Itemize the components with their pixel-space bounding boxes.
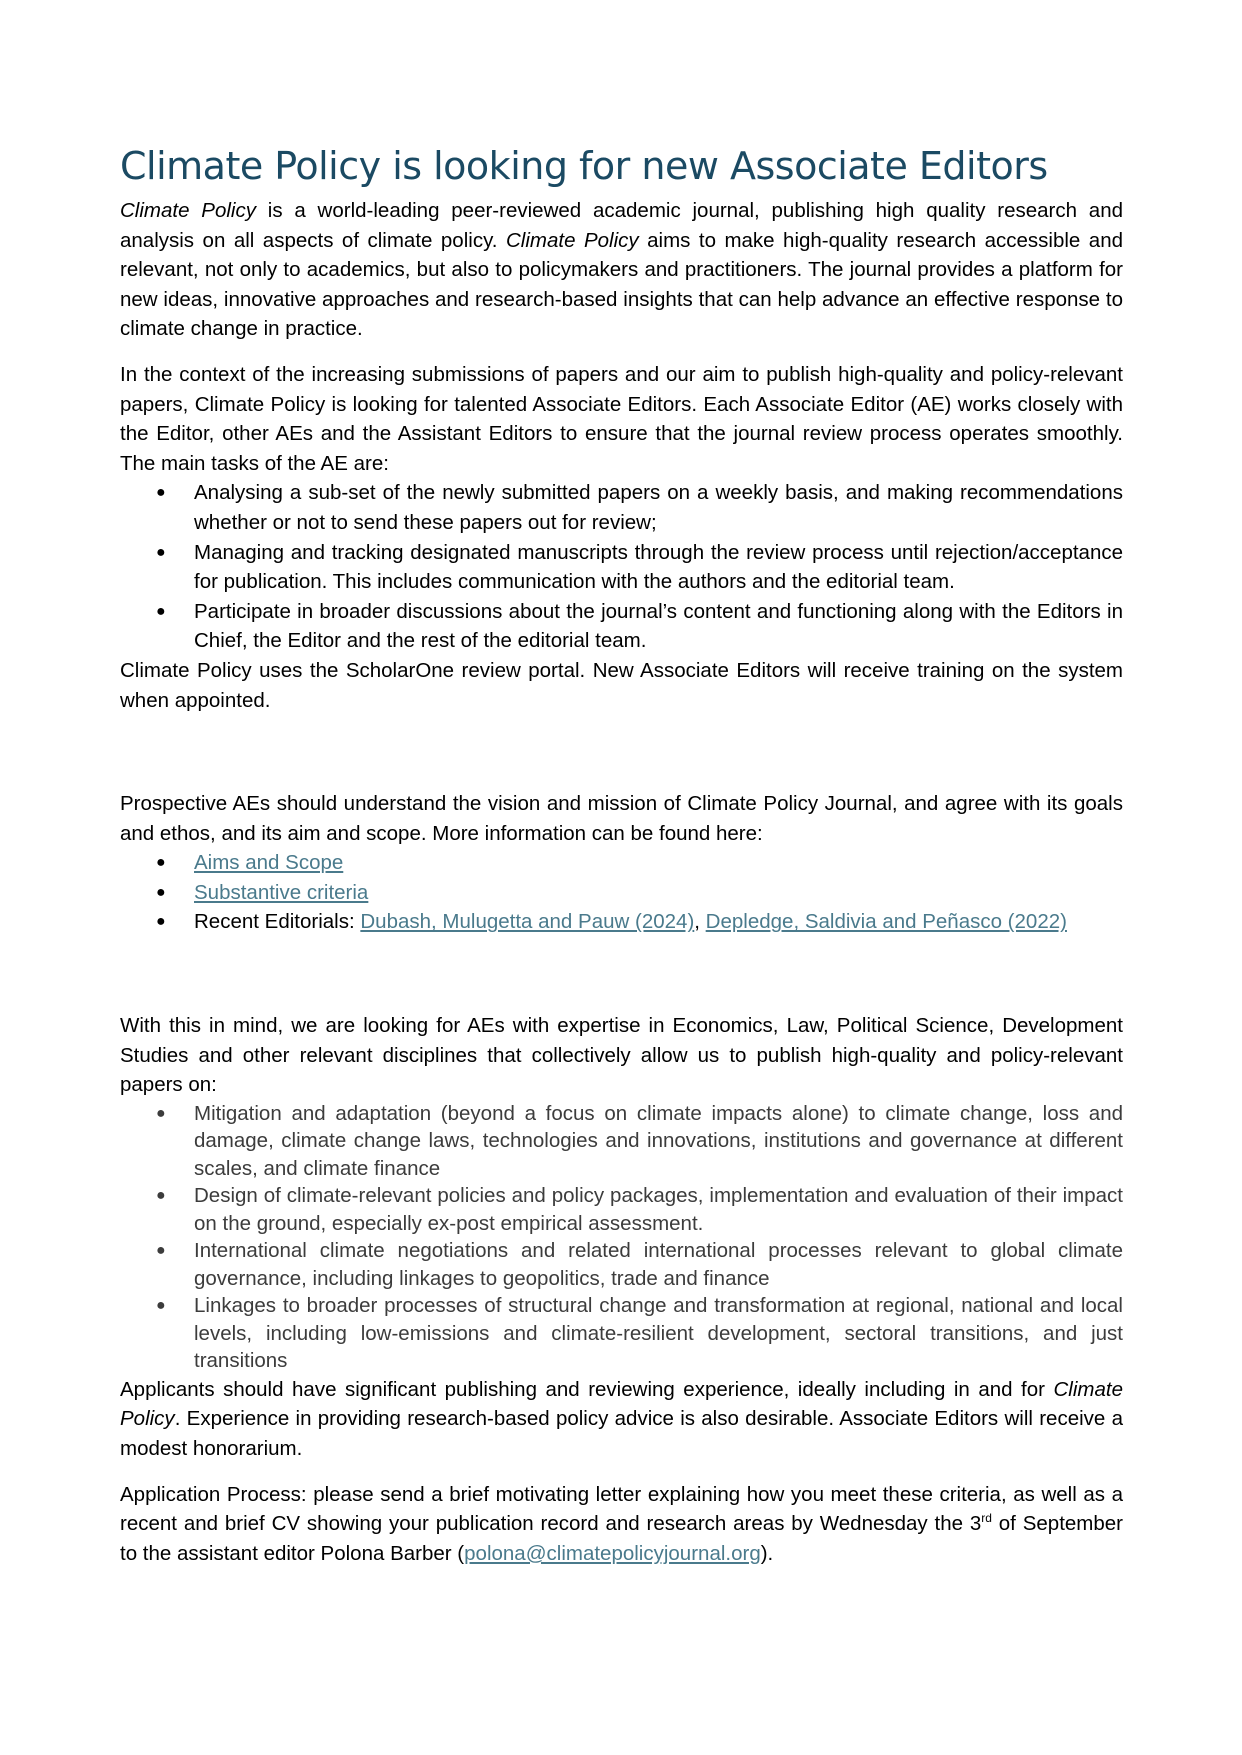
bullet-icon: ● [156,854,166,872]
bullet-icon: ● [156,913,166,931]
bullet-icon: ● [156,543,166,561]
bullet-icon: ● [156,1104,166,1122]
application-text-3: ). [760,1541,774,1565]
applicants-paragraph [120,1375,1123,1464]
editorial-2024-link[interactable]: Dubash, Mulugetta and Pauw (2024) [360,910,695,934]
topic-text: International climate negotiations and related international processes relevant to global climate governance, including linkages to geopolitics, trade and finance [194,1239,1123,1290]
journal-name: Climate Policy [120,1377,1123,1431]
email-link[interactable]: polona@climatepolicyjournal.org [464,1541,761,1565]
list-item [156,1182,1123,1237]
context-paragraph: In the context of the increasing submissions of papers and our aim to publish high-quality and policy-relevant papers, Climate Policy is looking for talented Associate Editors. Each Associate Editor (AE) works closely with the Editor, other AEs and the Assistant Editors to ensure that the journal review process operates smoothly. The main tasks of the AE are: [120,362,1123,475]
application-text-2: of September to the assistant editor Polona Barber ( [120,1512,1124,1565]
bullet-icon: ● [156,1187,166,1205]
intro-paragraph [120,196,1123,344]
list-item [156,538,1123,597]
bullet-icon: ● [156,602,166,620]
topic-text: Linkages to broader processes of structural change and transformation at regional, national and local levels, including low-emissions and climate-resilient development, sectoral transitions, and just transitions [194,1294,1123,1373]
applicants-text-1: Applicants should have significant publishing and reviewing experience, ideally including in and for [120,1377,1054,1401]
topics-list [120,1100,1123,1375]
bullet-icon: ● [156,1242,166,1260]
task-text: Participate in broader discussions about the journal’s content and functioning along with the Editors in Chief, the Editor and the rest of the editorial team. [194,599,1123,653]
bullet-icon: ● [156,883,166,901]
separator: , [694,910,706,934]
list-item [156,1292,1123,1375]
topic-text: Mitigation and adaptation (beyond a focus on climate impacts alone) to climate change, loss and damage, climate change laws, technologies and innovations, institutions and governance at different scales, and climate finance [194,1101,1123,1180]
bullet-icon: ● [156,484,166,502]
document-page [120,140,1123,1568]
applicants-text-2: . Experience in providing research-based policy advice is also desirable. Associate Editors will receive a modest honorarium. [120,1407,1123,1461]
editorials-label: Recent Editorials: [194,910,361,934]
task-text: Managing and tracking designated manuscripts through the review process until rejection/acceptance for publication. This includes communication with the authors and the editorial team. [194,540,1123,594]
ordinal-suffix: rd [981,1511,992,1526]
substantive-criteria-link[interactable]: Substantive criteria [194,880,369,904]
topic-text: Design of climate-relevant policies and policy packages, implementation and evaluation of their impact on the ground, especially ex-post empirical assessment. [194,1184,1123,1235]
list-item [156,848,1123,878]
intro-text-1: is a world-leading peer-reviewed academic journal, publishing high quality research and analysis on all aspects of climate policy. [120,199,1123,252]
page-title: Climate Policy is looking for new Associate Editors [120,144,1048,188]
expertise-paragraph: With this in mind, we are looking for AEs with expertise in Economics, Law, Political Science, Development Studies and other relevant disciplines that collectively allow us to publish high-quality and policy-relevant papers on: [120,1014,1123,1097]
list-item [156,478,1123,537]
bullet-icon: ● [156,1297,166,1315]
editorial-2022-link[interactable]: Depledge, Saldivia and Peñasco (2022) [705,910,1067,934]
prospective-paragraph: Prospective AEs should understand the vision and mission of Climate Policy Journal, and agree with its goals and ethos, and its aim and scope. More information can be found here: [120,792,1123,845]
aims-scope-link[interactable]: Aims and Scope [194,851,344,875]
list-item [156,878,1123,908]
list-item [156,1100,1123,1183]
application-paragraph [120,1480,1123,1569]
list-item [156,1237,1123,1292]
list-item [156,907,1123,937]
tasks-list [120,478,1123,656]
list-item [156,597,1123,656]
task-text: Analysing a sub-set of the newly submitted papers on a weekly basis, and making recommendations whether or not to send these papers out for review; [194,481,1123,534]
journal-name: Climate Policy [120,199,256,222]
journal-name: Climate Policy [505,228,639,252]
intro-text-2: aims to make high-quality research accessible and relevant, not only to academics, but also to policymakers and practitioners. The journal provides a platform for new ideas, innovative approaches and research-based insights that can help advance an effective response to climate change in practice. [120,228,1123,341]
links-list [120,848,1123,937]
scholarone-paragraph: Climate Policy uses the ScholarOne review portal. New Associate Editors will receive training on the system when appointed. [120,658,1123,712]
application-text-1: Application Process: please send a brief motivating letter explaining how you meet these criteria, as well as a recent and brief CV showing your publication record and research areas by Wednesday the 3 [120,1482,1123,1536]
